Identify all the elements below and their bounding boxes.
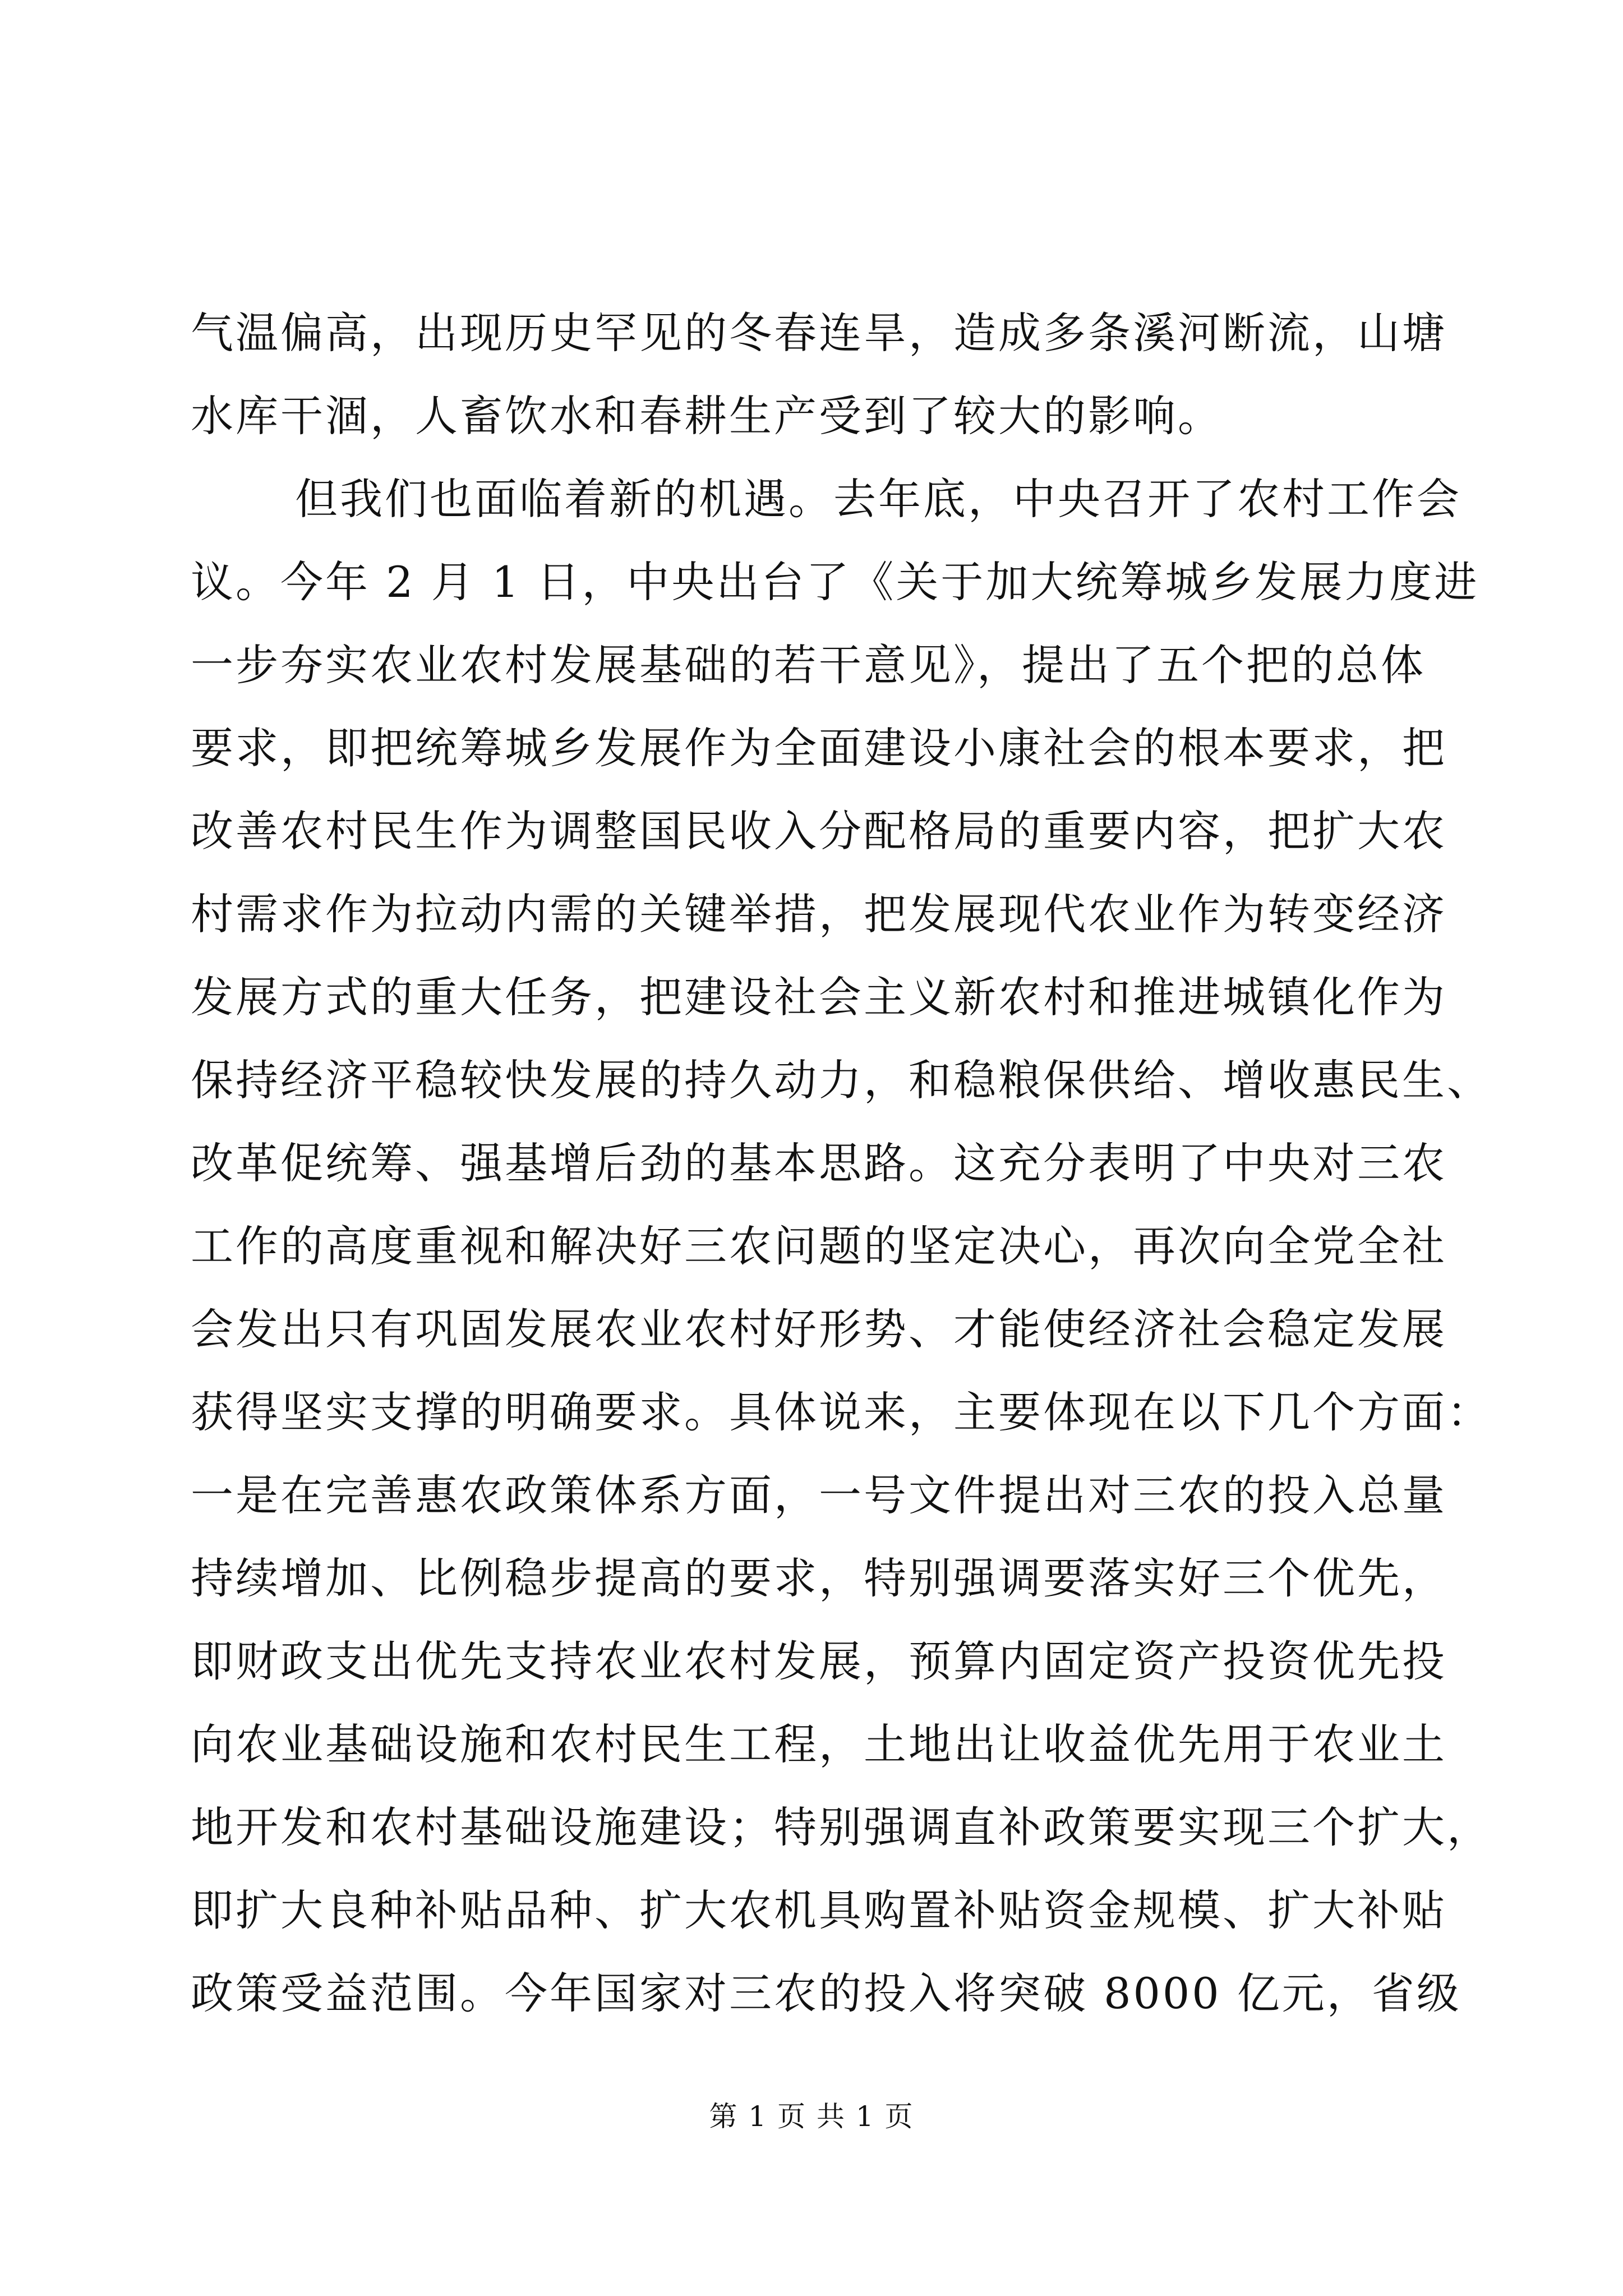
text-line: 村需求作为拉动内需的关键举措，把发展现代农业作为转变经济 bbox=[191, 889, 1447, 939]
text-line: 政策受益范围。今年国家对三农的投入将突破 8000 亿元，省级 bbox=[191, 1968, 1461, 2018]
text-line: 议。今年 2 月 1 日，中央出台了《关于加大统筹城乡发展力度进 bbox=[191, 557, 1479, 607]
body-text bbox=[191, 292, 1492, 2035]
paragraph-start-line: 但我们也面临着新的机遇。去年底，中央召开了农村工作会 bbox=[295, 474, 1461, 524]
text-line: 气温偏高，出现历史罕见的冬春连旱，造成多条溪河断流，山塘 bbox=[191, 308, 1447, 358]
text-line: 改善农村民生作为调整国民收入分配格局的重要内容，把扩大农 bbox=[191, 806, 1447, 856]
text-line: 改革促统筹、强基增后劲的基本思路。这充分表明了中央对三农 bbox=[191, 1138, 1447, 1188]
text-line: 会发出只有巩固发展农业农村好形势、才能使经济社会稳定发展 bbox=[191, 1304, 1447, 1354]
text-line: 发展方式的重大任务，把建设社会主义新农村和推进城镇化作为 bbox=[191, 972, 1447, 1022]
text-line: 要求，即把统筹城乡发展作为全面建设小康社会的根本要求，把 bbox=[191, 723, 1447, 773]
text-line: 向农业基础设施和农村民生工程，土地出让收益优先用于农业土 bbox=[191, 1719, 1447, 1769]
text-line: 地开发和农村基础设施建设；特别强调直补政策要实现三个扩大， bbox=[191, 1802, 1492, 1852]
text-line: 工作的高度重视和解决好三农问题的坚定决心，再次向全党全社 bbox=[191, 1221, 1447, 1271]
text-line: 水库干涸，人畜饮水和春耕生产受到了较大的影响。 bbox=[191, 391, 1223, 441]
text-line: 即财政支出优先支持农业农村发展，预算内固定资产投资优先投 bbox=[191, 1636, 1447, 1686]
text-line: 持续增加、比例稳步提高的要求，特别强调要落实好三个优先， bbox=[191, 1553, 1447, 1603]
text-line: 获得坚实支撑的明确要求。具体说来，主要体现在以下几个方面： bbox=[191, 1387, 1492, 1437]
text-line: 即扩大良种补贴品种、扩大农机具购置补贴资金规模、扩大补贴 bbox=[191, 1885, 1447, 1935]
text-line: 保持经济平稳较快发展的持久动力，和稳粮保供给、增收惠民生、 bbox=[191, 1055, 1492, 1105]
text-line: 一是在完善惠农政策体系方面，一号文件提出对三农的投入总量 bbox=[191, 1470, 1447, 1520]
page-number-label: 第 1 页 共 1 页 bbox=[709, 2100, 914, 2133]
page-footer bbox=[0, 2097, 1623, 2136]
text-line: 一步夯实农业农村发展基础的若干意见》，提出了五个把的总体 bbox=[191, 640, 1426, 690]
